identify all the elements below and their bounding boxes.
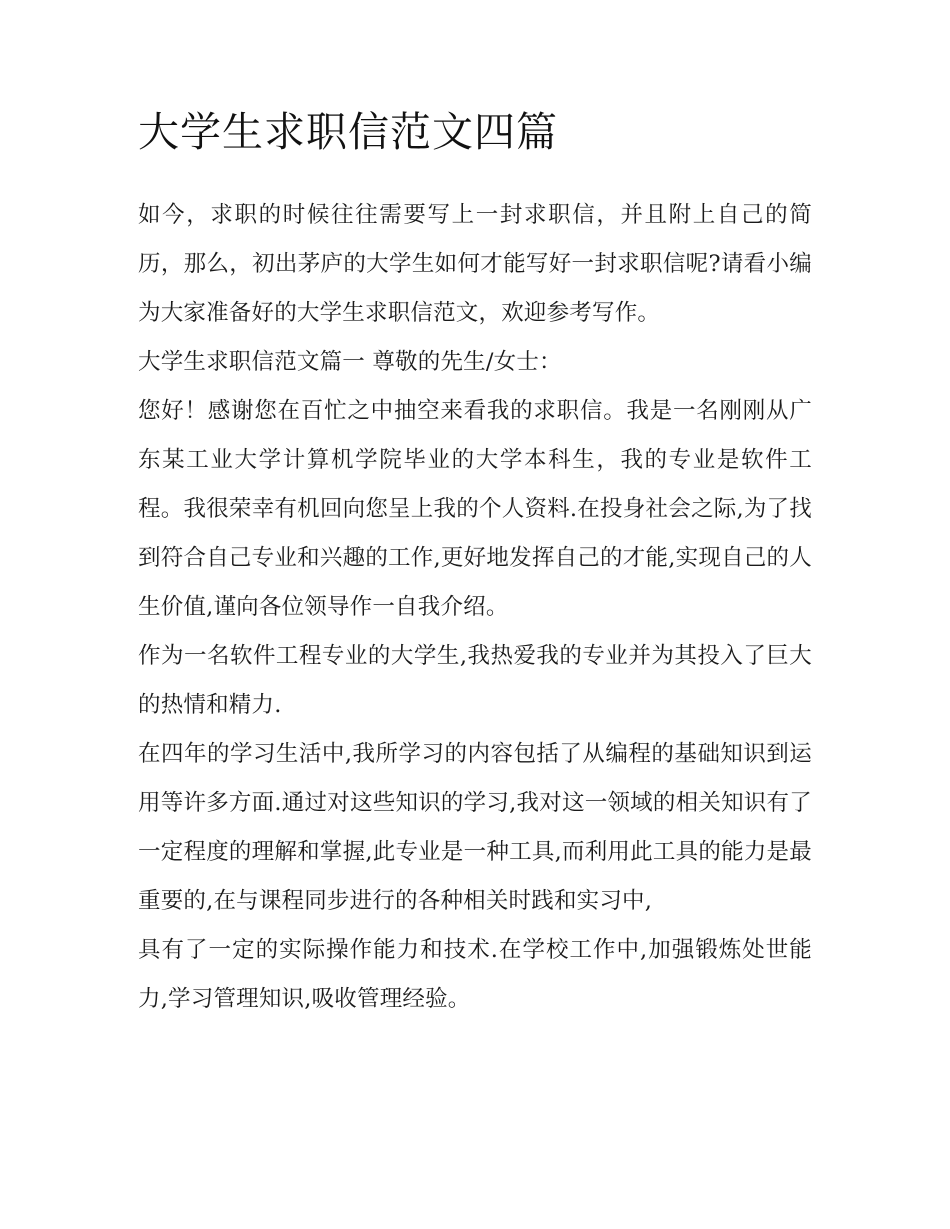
page-title: 大学生求职信范文四篇 xyxy=(138,108,558,156)
paragraph-self-introduction: 您好！感谢您在百忙之中抽空来看我的求职信。我是一名刚刚从广东某工业大学计算机学院毕业的大学本科生，我的专业是软件工程。我很荣幸有机回向您呈上我的个人资料.在投身社会之际,为了找到符合自己专业和兴趣的工作,更好地发挥自己的才能,实现自己的人生价值,谨向各位领导作一自我介绍。 xyxy=(138,398,812,621)
paragraph-major-passion: 作为一名软件工程专业的大学生,我热爱我的专业并为其投入了巨大的热情和精力. xyxy=(138,643,812,719)
paragraph-practical-skills: 具有了一定的实际操作能力和技术.在学校工作中,加强锻炼处世能力,学习管理知识,吸收管理经验。 xyxy=(138,937,812,1013)
paragraph-salutation: 大学生求职信范文篇一 尊敬的先生/女士： xyxy=(138,349,562,376)
paragraph-intro: 如今，求职的时候往往需要写上一封求职信，并且附上自己的简历，那么，初出茅庐的大学生如何才能写好一封求职信呢?请看小编为大家准备好的大学生求职信范文，欢迎参考写作。 xyxy=(138,202,812,327)
paragraph-study-experience: 在四年的学习生活中,我所学习的内容包括了从编程的基础知识到运用等许多方面.通过对这些知识的学习,我对这一领域的相关知识有了一定程度的理解和掌握,此专业是一种工具,而利用此工具的能力是最重要的,在与课程同步进行的各种相关时践和实习中, xyxy=(138,741,812,915)
